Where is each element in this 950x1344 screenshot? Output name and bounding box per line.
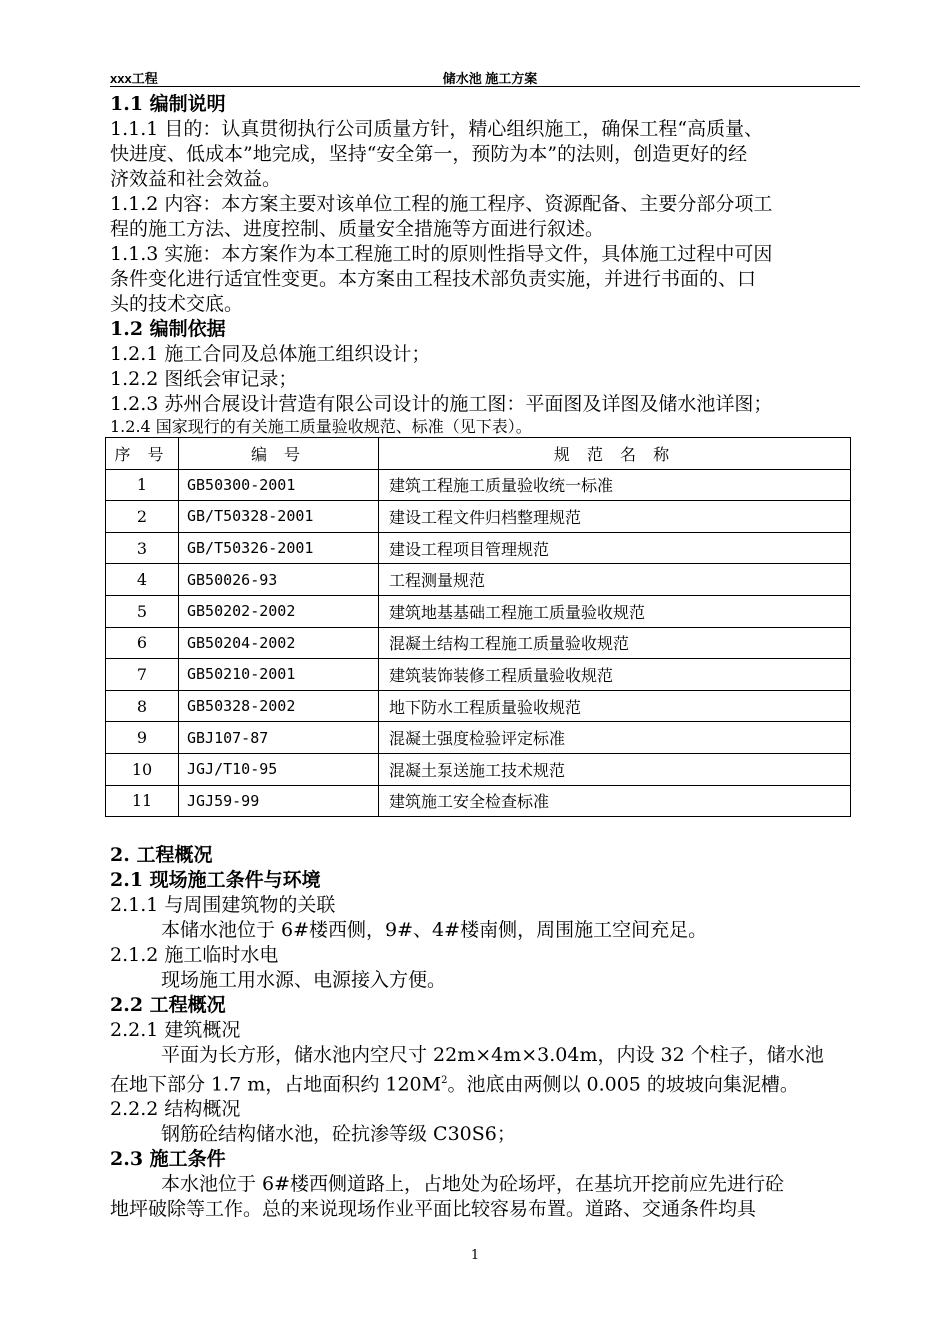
row-standard-name: 混凝土结构工程施工质量验收规范	[379, 627, 851, 659]
paragraph-line: 1.2.3 苏州合展设计营造有限公司设计的施工图：平面图及详图及储水池详图；	[110, 393, 773, 415]
row-standard-name: 建设工程文件归档整理规范	[379, 501, 851, 533]
row-index: 9	[106, 722, 179, 754]
paragraph-line: 1.2.2 图纸会审记录；	[110, 368, 298, 390]
row-code: GB50204-2002	[179, 627, 379, 659]
row-code: GB50328-2002	[179, 690, 379, 722]
header-title: 储水池 施工方案	[442, 71, 538, 86]
table-row	[106, 722, 851, 754]
table-row	[106, 564, 851, 596]
document-body	[110, 92, 860, 1222]
section-2-3-title: 2.3 施工条件	[110, 1148, 226, 1171]
row-index: 7	[106, 659, 179, 691]
paragraph-line: 地坪破除等工作。总的来说现场作业平面比较容易布置。道路、交通条件均具	[110, 1198, 757, 1221]
section-2-title: 2. 工程概况	[110, 844, 213, 867]
paragraph-line: 1.1.3 实施：本方案作为本工程施工时的原则性指导文件，具体施工过程中可因	[110, 243, 773, 265]
row-index: 11	[106, 785, 179, 817]
paragraph-line: 快进度、低成本”地完成，坚持“安全第一，预防为本”的法则，创造更好的经	[110, 143, 748, 165]
table-row	[106, 595, 851, 627]
page-header	[110, 66, 860, 87]
table-row	[106, 501, 851, 533]
row-standard-name: 建筑施工安全检查标准	[379, 785, 851, 817]
row-standard-name: 建筑装饰装修工程质量验收规范	[379, 659, 851, 691]
row-standard-name: 混凝土泵送施工技术规范	[379, 753, 851, 785]
table-row	[106, 659, 851, 691]
row-index: 6	[106, 627, 179, 659]
table-row	[106, 627, 851, 659]
page-number: 1	[470, 1248, 480, 1263]
row-index: 1	[106, 469, 179, 501]
section-1-1-title: 1.1 编制说明	[110, 93, 226, 115]
row-code: GB50202-2002	[179, 595, 379, 627]
table-row	[106, 532, 851, 564]
paragraph-line: 1.2.4 国家现行的有关施工质量验收规范、标准（见下表）。	[110, 417, 532, 436]
paragraph-line: 头的技术交底。	[110, 293, 244, 315]
row-index: 2	[106, 501, 179, 533]
header-index: 序 号	[106, 438, 179, 470]
paragraph-line: 1.1.1 目的：认真贯彻执行公司质量方针，精心组织施工，确保工程“高质量、	[110, 118, 764, 140]
subsection-title: 2.1.2 施工临时水电	[110, 944, 279, 967]
section-1-2-title: 1.2 编制依据	[110, 318, 226, 340]
paragraph-line	[110, 1068, 860, 1097]
paragraph-line: 本储水池位于 6#楼西侧，9#、4#楼南侧，周围施工空间充足。	[161, 919, 708, 942]
section-2-1-title: 2.1 现场施工条件与环境	[110, 869, 321, 892]
row-standard-name: 建筑工程施工质量验收统一标准	[379, 469, 851, 501]
paragraph-line: 济效益和社会效益。	[110, 168, 282, 190]
subsection-title: 2.1.1 与周围建筑物的关联	[110, 894, 336, 917]
paragraph-line: 程的施工方法、进度控制、质量安全措施等方面进行叙述。	[110, 218, 605, 240]
area-superscript: 2	[441, 1075, 448, 1087]
paragraph-line: 现场施工用水源、电源接入方便。	[161, 969, 447, 992]
row-standard-name: 工程测量规范	[379, 564, 851, 596]
row-index: 3	[106, 532, 179, 564]
row-code: JGJ/T10-95	[179, 753, 379, 785]
header-code: 编 号	[179, 438, 379, 470]
header-name: 规 范 名 称	[379, 438, 851, 470]
row-index: 8	[106, 690, 179, 722]
paragraph-line: 钢筋砼结构储水池，砼抗渗等级 C30S6；	[161, 1123, 516, 1146]
row-standard-name: 建设工程项目管理规范	[379, 532, 851, 564]
row-standard-name: 混凝土强度检验评定标准	[379, 722, 851, 754]
table-body	[106, 469, 851, 817]
row-index: 5	[106, 595, 179, 627]
row-index: 4	[106, 564, 179, 596]
header-project: xxx工程	[110, 71, 158, 86]
row-code: GB50026-93	[179, 564, 379, 596]
paragraph-line: 条件变化进行适宜性变更。本方案由工程技术部负责实施，并进行书面的、口	[110, 268, 757, 290]
row-code: GB/T50326-2001	[179, 532, 379, 564]
subsection-title: 2.2.2 结构概况	[110, 1098, 241, 1121]
paragraph-line: 1.2.1 施工合同及总体施工组织设计；	[110, 343, 431, 365]
section-2-2-title: 2.2 工程概况	[110, 994, 226, 1017]
table-row	[106, 469, 851, 501]
row-index: 10	[106, 753, 179, 785]
row-code: GB/T50328-2001	[179, 501, 379, 533]
paragraph-line: 本水池位于 6#楼西侧道路上，占地处为砼场坪，在基坑开挖前应先进行砼	[161, 1173, 785, 1196]
subsection-title: 2.2.1 建筑概况	[110, 1019, 241, 1042]
table-row	[106, 690, 851, 722]
row-code: GB50300-2001	[179, 469, 379, 501]
row-standard-name: 建筑地基基础工程施工质量验收规范	[379, 595, 851, 627]
row-code: GBJ107-87	[179, 722, 379, 754]
row-code: JGJ59-99	[179, 785, 379, 817]
area-text: 在地下部分 1.7 m，占地面积约 120M	[110, 1073, 442, 1096]
table-row	[106, 753, 851, 785]
standards-table	[105, 437, 851, 817]
slope-text: 。池底由两侧以 0.005 的坡坡向集泥槽。	[447, 1073, 799, 1096]
row-standard-name: 地下防水工程质量验收规范	[379, 690, 851, 722]
paragraph-line: 1.1.2 内容：本方案主要对该单位工程的施工程序、资源配备、主要分部分项工	[110, 193, 773, 215]
table-header-row	[106, 438, 851, 470]
table-row	[106, 785, 851, 817]
row-code: GB50210-2001	[179, 659, 379, 691]
paragraph-line: 平面为长方形，储水池内空尺寸 22m×4m×3.04m，内设 32 个柱子，储水池	[161, 1044, 824, 1067]
